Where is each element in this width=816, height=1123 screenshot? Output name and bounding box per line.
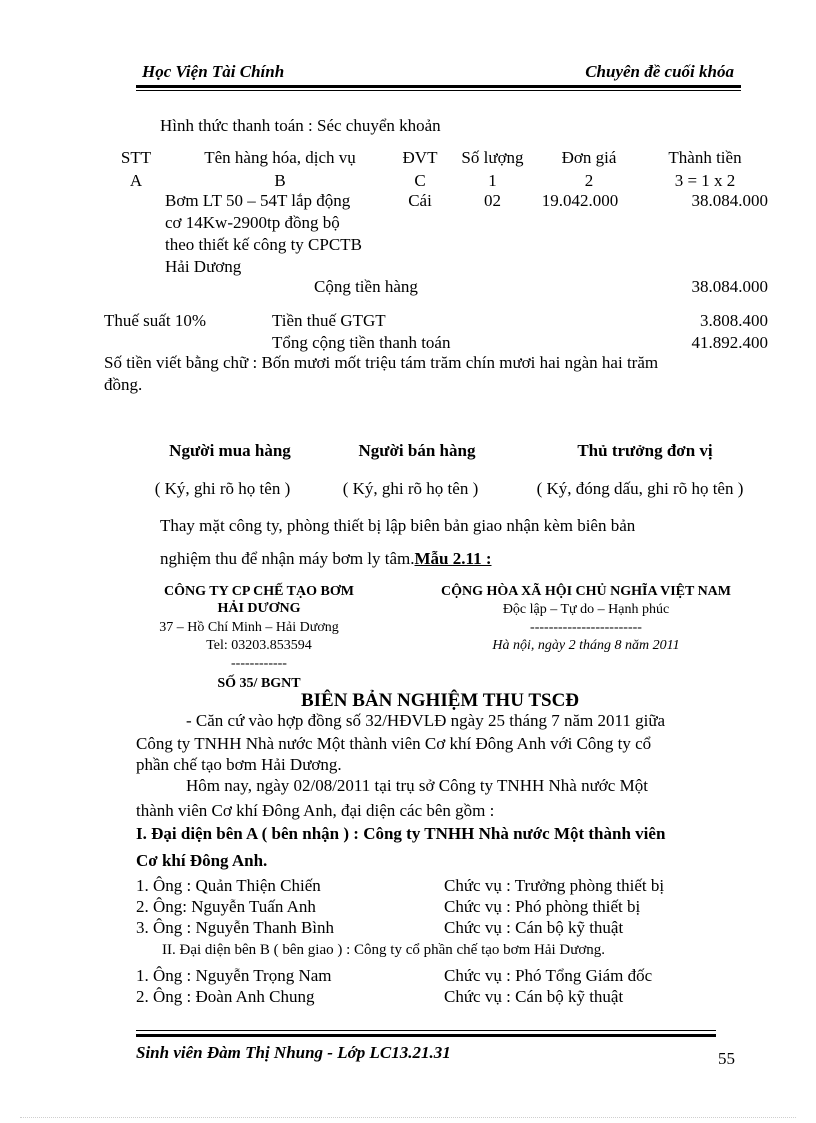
footer-student: Sinh viên Đàm Thị Nhung - Lớp LC13.21.31 <box>136 1043 451 1062</box>
company-divider: ------------ <box>231 656 287 671</box>
payment-method: Hình thức thanh toán : Séc chuyển khoản <box>160 116 441 135</box>
item-price: 19.042.000 <box>541 191 619 210</box>
item-name-line: Hải Dương <box>165 257 242 276</box>
tax-value: 3.808.400 <box>700 311 768 330</box>
item-amount: 38.084.000 <box>691 191 768 210</box>
side-b-heading: II. Đại diện bên B ( bên giao ) : Công ty cổ phần chế tạo bơm Hải Dương. <box>162 942 606 958</box>
side-a-member-name: 1. Ông : Quản Thiện Chiến <box>136 876 321 895</box>
contract-basis-line: - Căn cứ vào hợp đồng số 32/HĐVLĐ ngày 25 tháng 7 năm 2011 giữa <box>186 711 666 730</box>
side-a-heading: I. Đại diện bên A ( bên nhận ) : Công ty TNHH Nhà nước Một thành viên <box>136 824 666 843</box>
document-number: SỐ 35/ BGNT <box>217 676 301 691</box>
intro-text: nghiệm thu để nhận máy bơm ly tâm. <box>160 549 415 568</box>
footer-rule <box>136 1034 716 1037</box>
republic-name: CỘNG HÒA XÃ HỘI CHỦ NGHĨA VIỆT NAM <box>440 584 731 599</box>
header-rule-thin <box>136 90 741 91</box>
col-header-unit: ĐVT <box>402 148 438 167</box>
republic-divider: ------------------------ <box>530 620 642 635</box>
item-name-line: theo thiết kế công ty CPCTB <box>165 235 362 254</box>
signature-buyer-note: ( Ký, ghi rõ họ tên ) <box>154 479 291 498</box>
item-unit: Cái <box>408 191 432 210</box>
header-rule <box>136 85 741 88</box>
signature-head-title: Thủ trưởng đơn vị <box>577 441 713 460</box>
company-name-cont: HẢI DƯƠNG <box>217 601 301 616</box>
col-code-price: 2 <box>584 171 594 190</box>
col-code-stt: A <box>129 171 143 190</box>
side-a-heading-cont: Cơ khí Đông Anh. <box>136 851 268 870</box>
meeting-line: Hôm nay, ngày 02/08/2011 tại trụ sở Công ty TNHH Nhà nước Một <box>186 776 648 795</box>
side-a-member-name: 2. Ông: Nguyễn Tuấn Anh <box>136 897 316 916</box>
contract-basis-line: Công ty TNHH Nhà nước Một thành viên Cơ khí Đông Anh với Công ty cổ <box>136 734 652 753</box>
header-title: Chuyên đề cuối khóa <box>585 62 734 81</box>
side-a-member-role: Chức vụ : Trưởng phòng thiết bị <box>444 876 665 895</box>
tax-rate: Thuế suất 10% <box>104 311 206 330</box>
col-header-stt: STT <box>120 148 152 167</box>
amount-in-words-cont: đồng. <box>104 375 143 394</box>
company-tel: Tel: 03203.853594 <box>206 638 312 653</box>
page-edge <box>20 1117 796 1118</box>
col-header-price: Đơn giá <box>561 148 617 167</box>
total-label: Tổng cộng tiền thanh toán <box>272 333 451 352</box>
tax-label: Tiền thuế GTGT <box>272 311 386 330</box>
col-header-name: Tên hàng hóa, dịch vụ <box>204 148 356 167</box>
col-header-qty: Số lượng <box>461 148 524 167</box>
col-code-qty: 1 <box>488 171 497 190</box>
col-code-name: B <box>274 171 286 190</box>
subtotal-value: 38.084.000 <box>691 277 768 296</box>
company-address: 37 – Hồ Chí Minh – Hải Dương <box>159 620 339 635</box>
side-b-member-name: 2. Ông : Đoàn Anh Chung <box>136 987 315 1006</box>
item-name-line: cơ 14Kw-2900tp đồng bộ <box>165 213 340 232</box>
side-a-member-role: Chức vụ : Cán bộ kỹ thuật <box>444 918 624 937</box>
col-code-amount: 3 = 1 x 2 <box>674 171 736 190</box>
col-code-unit: C <box>414 171 426 190</box>
item-qty: 02 <box>484 191 501 210</box>
subtotal-label: Cộng tiền hàng <box>314 277 418 296</box>
signature-buyer-title: Người mua hàng <box>169 441 291 460</box>
document-title: BIÊN BẢN NGHIỆM THU TSCĐ <box>300 690 580 711</box>
intro-line <box>160 549 492 569</box>
total-value: 41.892.400 <box>691 333 768 352</box>
contract-basis-line: phần chế tạo bơm Hải Dương. <box>136 755 342 774</box>
signature-seller-title: Người bán hàng <box>358 441 476 460</box>
side-b-member-role: Chức vụ : Cán bộ kỹ thuật <box>444 987 624 1006</box>
footer-rule-thin <box>136 1030 716 1031</box>
intro-line: Thay mặt công ty, phòng thiết bị lập biên bản giao nhận kèm biên bản <box>160 516 636 535</box>
side-b-member-role: Chức vụ : Phó Tổng Giám đốc <box>444 966 653 985</box>
signature-head-note: ( Ký, đóng dấu, ghi rõ họ tên ) <box>536 479 744 498</box>
header-school: Học Viện Tài Chính <box>142 62 285 81</box>
item-name-line: Bơm LT 50 – 54T lắp động <box>165 191 351 210</box>
side-b-member-name: 1. Ông : Nguyễn Trọng Nam <box>136 966 332 985</box>
republic-motto: Độc lập – Tự do – Hạnh phúc <box>502 602 670 617</box>
side-a-member-name: 3. Ông : Nguyễn Thanh Bình <box>136 918 335 937</box>
side-a-member-role: Chức vụ : Phó phòng thiết bị <box>444 897 641 916</box>
document-date: Hà nội, ngày 2 tháng 8 năm 2011 <box>492 638 680 653</box>
amount-in-words: Số tiền viết bằng chữ : Bốn mươi mốt triệu tám trăm chín mươi hai ngàn hai trăm <box>104 353 659 372</box>
meeting-line: thành viên Cơ khí Đông Anh, đại diện các bên gồm : <box>136 801 495 820</box>
signature-seller-note: ( Ký, ghi rõ họ tên ) <box>342 479 479 498</box>
page-number: 55 <box>718 1049 735 1068</box>
form-label: Mẫu 2.11 : <box>414 549 492 568</box>
col-header-amount: Thành tiền <box>668 148 742 167</box>
company-name: CÔNG TY CP CHẾ TẠO BƠM <box>164 584 354 599</box>
